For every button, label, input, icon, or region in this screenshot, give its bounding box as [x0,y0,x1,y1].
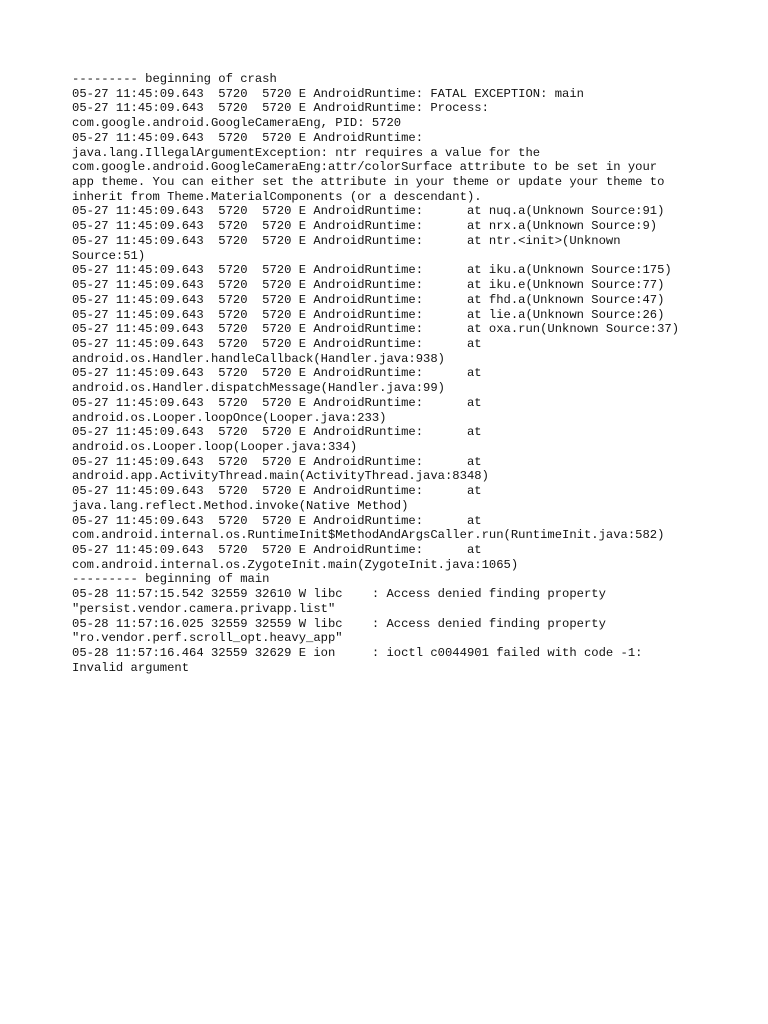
log-line: 05-27 11:45:09.643 5720 5720 E AndroidRuntime: at iku.a(Unknown Source:175) [72,263,672,278]
log-line: 05-27 11:45:09.643 5720 5720 E AndroidRuntime: at fhd.a(Unknown Source:47) [72,292,665,307]
log-line: android.os.Looper.loop(Looper.java:334) [72,439,358,454]
log-line: java.lang.IllegalArgumentException: ntr requires a value for the [72,145,541,160]
log-line: com.android.internal.os.RuntimeInit$MethodAndArgsCaller.run(RuntimeInit.java:582) [72,528,665,543]
log-line: 05-27 11:45:09.643 5720 5720 E AndroidRuntime: at [72,336,482,351]
log-line: 05-27 11:45:09.643 5720 5720 E AndroidRuntime: at ntr.<init>(Unknown [72,233,621,248]
log-line: 05-27 11:45:09.643 5720 5720 E AndroidRuntime: at [72,484,482,499]
log-line: android.app.ActivityThread.main(ActivityThread.java:8348) [72,469,489,484]
log-line: java.lang.reflect.Method.invoke(Native Method) [72,498,409,513]
log-line: 05-27 11:45:09.643 5720 5720 E AndroidRuntime: at oxa.run(Unknown Source:37) [72,322,680,337]
log-line: 05-27 11:45:09.643 5720 5720 E AndroidRuntime: at [72,513,482,528]
log-line: android.os.Handler.handleCallback(Handler.java:938) [72,351,445,366]
log-line: 05-28 11:57:16.025 32559 32559 W libc : Access denied finding property [72,616,606,631]
log-line: android.os.Handler.dispatchMessage(Handler.java:99) [72,381,445,396]
log-line: com.google.android.GoogleCameraEng, PID: 5720 [72,116,402,131]
log-line: inherit from Theme.MaterialComponents (or a descendant). [72,189,482,204]
log-line: 05-27 11:45:09.643 5720 5720 E AndroidRuntime: at [72,425,482,440]
log-line: 05-28 11:57:15.542 32559 32610 W libc : Access denied finding property [72,587,606,602]
log-line: --------- beginning of crash [72,72,277,86]
log-line: 05-27 11:45:09.643 5720 5720 E AndroidRuntime: at nrx.a(Unknown Source:9) [72,219,658,234]
log-line: Source:51) [72,248,146,263]
log-line: 05-27 11:45:09.643 5720 5720 E AndroidRuntime: at [72,395,482,410]
log-line: "persist.vendor.camera.privapp.list" [72,601,336,616]
log-line: "ro.vendor.perf.scroll_opt.heavy_app" [72,631,343,646]
log-line: 05-27 11:45:09.643 5720 5720 E AndroidRuntime: at [72,366,482,381]
log-line: --------- beginning of main [72,572,270,587]
log-line: app theme. You can either set the attribute in your theme or update your theme to [72,175,665,190]
log-line: 05-27 11:45:09.643 5720 5720 E AndroidRuntime: at lie.a(Unknown Source:26) [72,307,665,322]
log-line: android.os.Looper.loopOnce(Looper.java:233) [72,410,387,425]
log-line: 05-27 11:45:09.643 5720 5720 E AndroidRuntime: [72,130,424,145]
log-line: com.android.internal.os.ZygoteInit.main(ZygoteInit.java:1065) [72,557,519,572]
log-line: 05-27 11:45:09.643 5720 5720 E AndroidRuntime: at iku.e(Unknown Source:77) [72,278,665,293]
log-line: 05-27 11:45:09.643 5720 5720 E AndroidRuntime: at [72,543,482,557]
log-line: 05-27 11:45:09.643 5720 5720 E AndroidRuntime: FATAL EXCEPTION: main [72,86,584,101]
log-line: Invalid argument [72,660,190,675]
log-line: 05-28 11:57:16.464 32559 32629 E ion : ioctl c0044901 failed with code -1: [72,646,643,661]
log-line: 05-27 11:45:09.643 5720 5720 E AndroidRuntime: at [72,454,482,469]
log-line: 05-27 11:45:09.643 5720 5720 E AndroidRuntime: Process: [72,101,489,116]
log-document [72,72,712,675]
log-line: com.google.android.GoogleCameraEng:attr/colorSurface attribute to be set in your [72,160,658,175]
log-line: 05-27 11:45:09.643 5720 5720 E AndroidRuntime: at nuq.a(Unknown Source:91) [72,204,665,219]
